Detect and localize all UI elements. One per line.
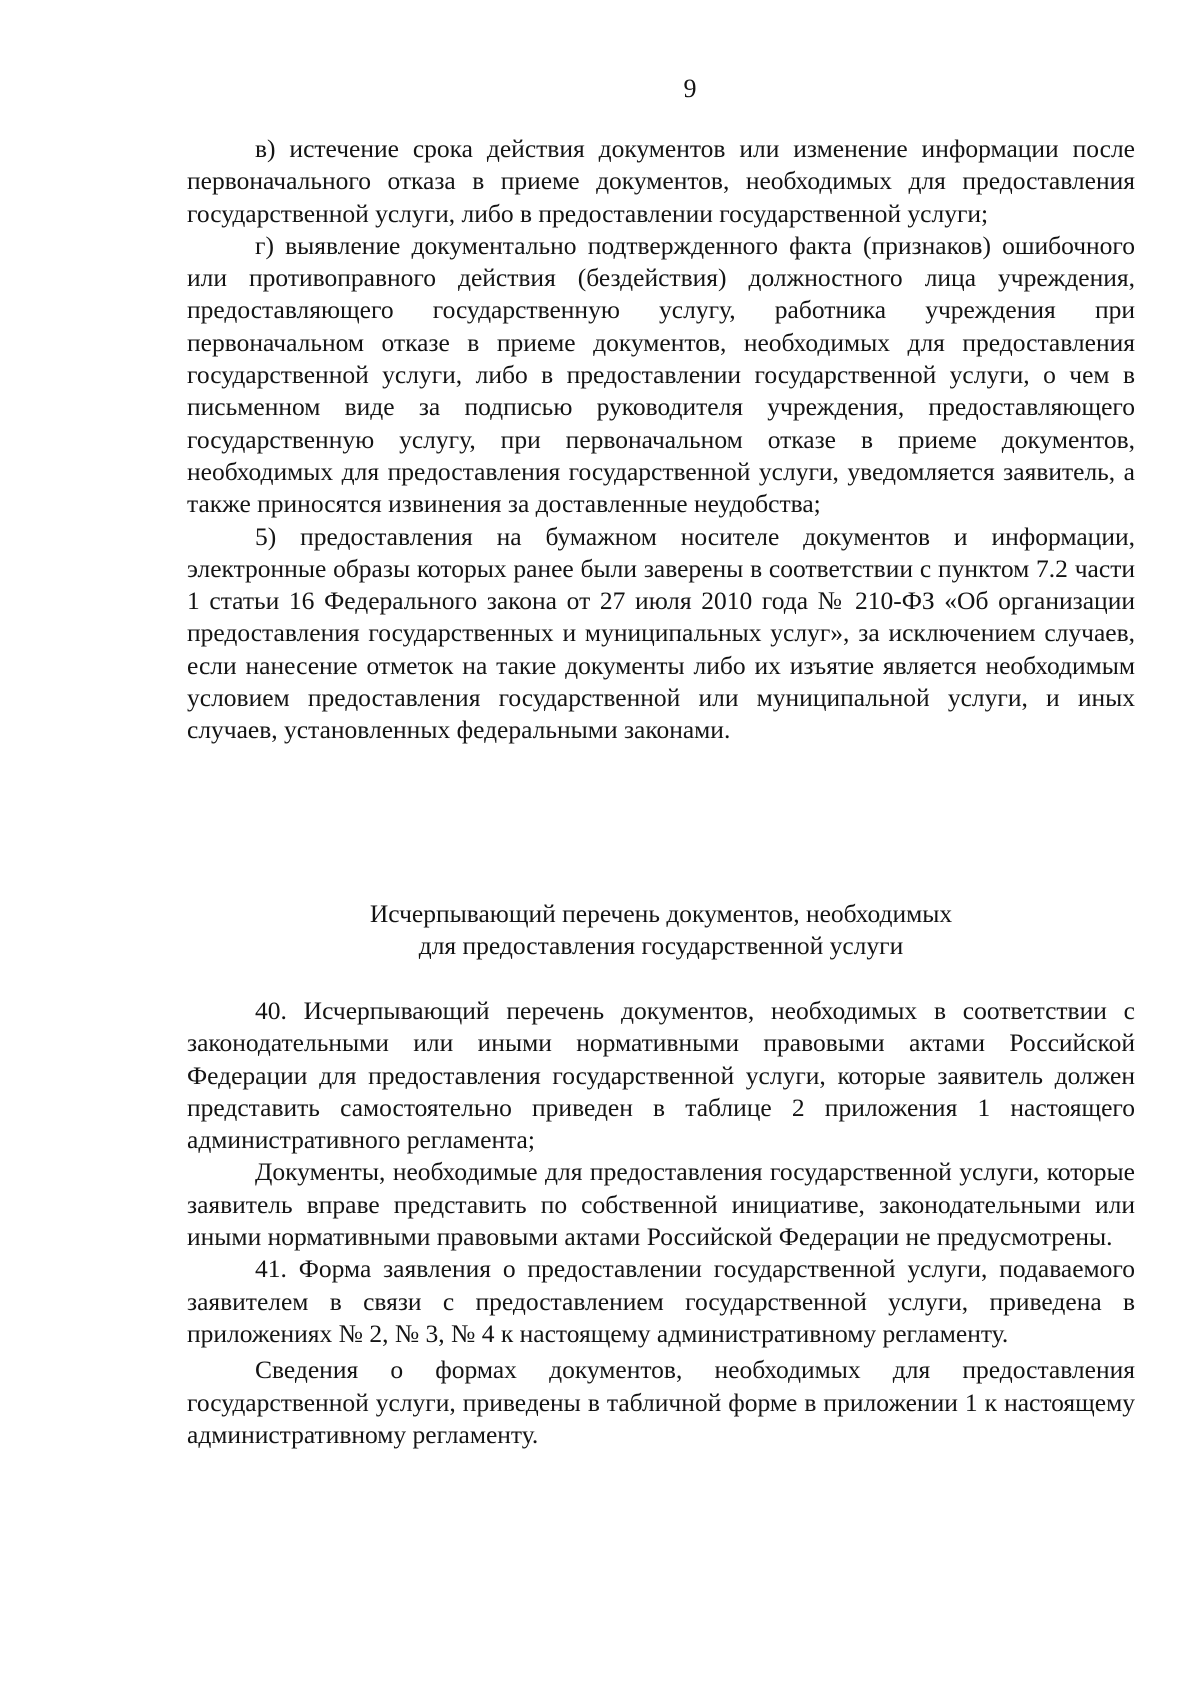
section-heading-line1: Исчерпывающий перечень документов, необходимых (369, 899, 953, 928)
section-heading (187, 898, 1135, 963)
paragraph-optional-documents: Документы, необходимые для предоставления государственной услуги, которые заявитель вправе представить по собственной инициативе, законодательными или иными нормативными правовыми актами Российской Федерации не предусмотрены. (187, 1157, 1135, 1252)
paragraph-41: 41. Форма заявления о предоставлении государственной услуги, подаваемого заявителем в связи с предоставлением государственной услуги, приведена в приложениях № 2, № 3, № 4 к настоящему административному регламенту. (187, 1254, 1135, 1348)
paragraph-g: г) выявление документально подтвержденного факта (признаков) ошибочного или противоправного действия (бездействия) должностного лица учреждения, предоставляющего государственную услугу, работника учреждения при первоначальном отказе в приеме документов, необходимых для предоставления государственной услуги, либо в предоставлении государственной услуги, о чем в письменном виде за подписью руководителя учреждения, предоставляющего государственную услугу, при первоначальном отказе в приеме документов, необходимых для предоставления государственной услуги, уведомляется заявитель, а также приносятся извинения за доставленные неудобства; (187, 230, 1135, 519)
bottom-text-block (187, 995, 1135, 1451)
paragraph-40: 40. Исчерпывающий перечень документов, необходимых в соответствии с законодательными или иными нормативными правовыми актами Российской Федерации для предоставления государственной услуги, которые заявитель должен представить самостоятельно приведен в таблице 2 приложения 1 настоящего административного регламента; (187, 996, 1135, 1155)
paragraph-5: 5) предоставления на бумажном носителе документов и информации, электронные образы которых ранее были заверены в соответствии с пунктом 7.2 части 1 статьи 16 Федерального закона от 27 июля 2010 года № 210-ФЗ «Об организации предоставления государственных и муниципальных услуг», за исключением случаев, если нанесение отметок на такие документы либо их изъятие является необходимым условием предоставления государственной или муниципальной услуги, и иных случаев, установленных федеральными законами. (187, 521, 1135, 745)
paragraph-v: в) истечение срока действия документов или изменение информации после первоначального отказа в приеме документов, необходимых для предоставления государственной услуги, либо в предоставлении государственной услуги; (187, 134, 1135, 228)
page-number: 9 (683, 74, 697, 103)
top-text-block (187, 133, 1135, 747)
section-heading-line2: для предоставления государственной услуги (418, 931, 904, 961)
paragraph-forms-info: Сведения о формах документов, необходимых для предоставления государственной услуги, приведены в табличной форме в приложении 1 к настоящему административному регламенту. (187, 1355, 1135, 1449)
